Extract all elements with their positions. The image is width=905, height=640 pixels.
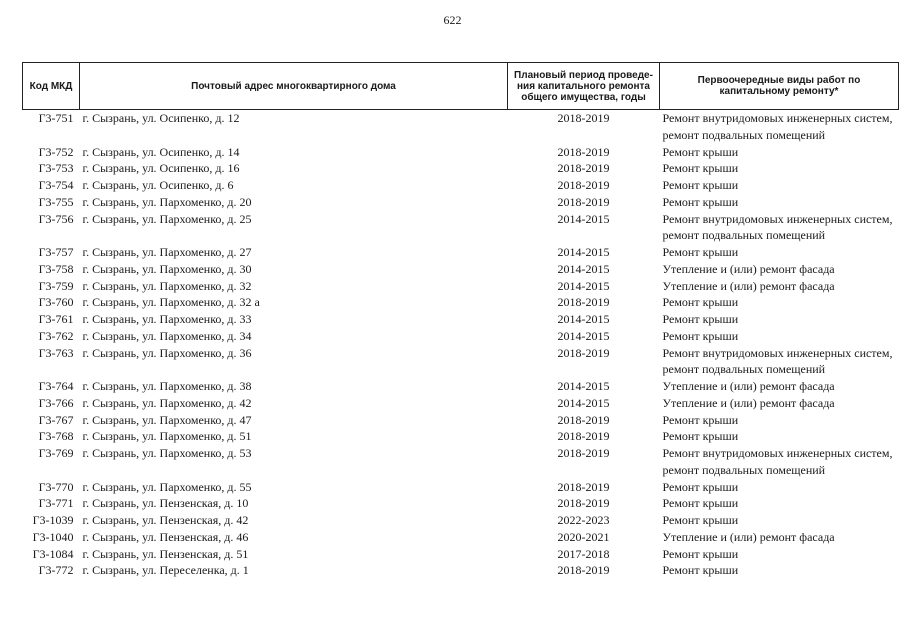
row-work-line: Ремонт крыши xyxy=(662,412,739,427)
row-work xyxy=(660,311,899,328)
row-code: Г3-766 xyxy=(38,395,74,410)
row-period: 2014-2015 xyxy=(557,211,610,226)
row-period: 2014-2015 xyxy=(557,278,610,293)
row-address: г. Сызрань, ул. Пензенская, д. 51 xyxy=(82,546,249,561)
row-address: г. Сызрань, ул. Пархоменко, д. 20 xyxy=(82,194,252,209)
row-code: Г3-770 xyxy=(38,479,74,494)
table-row xyxy=(23,395,899,412)
row-work xyxy=(660,495,899,512)
row-address: г. Сызрань, ул. Переселенка, д. 1 xyxy=(82,563,249,578)
row-address: г. Сызрань, ул. Пархоменко, д. 42 xyxy=(82,395,252,410)
row-code: Г3-756 xyxy=(38,211,74,226)
row-work-line: Ремонт внутридомовых инженерных систем, xyxy=(662,446,893,460)
row-code: Г3-763 xyxy=(38,345,74,360)
row-work xyxy=(660,546,899,563)
table-row xyxy=(23,428,899,445)
row-code: Г3-760 xyxy=(38,295,74,310)
row-address: г. Сызрань, ул. Пархоменко, д. 32 xyxy=(82,278,252,293)
row-period: 2018-2019 xyxy=(557,194,610,209)
table-row xyxy=(23,194,899,211)
table-row xyxy=(23,177,899,194)
row-period: 2018-2019 xyxy=(557,412,610,427)
table-row xyxy=(23,160,899,177)
row-work-line: Утепление и (или) ремонт фасада xyxy=(662,379,835,393)
row-work-line: Ремонт крыши xyxy=(662,328,739,343)
row-work-line: Ремонт внутридомовых инженерных систем, xyxy=(662,211,893,226)
row-work xyxy=(660,378,899,395)
header-code: Код МКД xyxy=(23,63,80,110)
row-code: Г3-751 xyxy=(38,111,74,125)
row-work-line: Ремонт крыши xyxy=(662,144,739,159)
row-work-line: Ремонт крыши xyxy=(662,295,739,310)
row-code: Г3-761 xyxy=(38,312,74,326)
table-row xyxy=(23,144,899,161)
table-row xyxy=(23,244,899,261)
row-code: Г3-754 xyxy=(38,178,74,192)
row-work-line: ремонт подвальных помещений xyxy=(662,127,826,142)
row-work-line: ремонт подвальных помещений xyxy=(662,462,826,477)
row-period: 2018-2019 xyxy=(557,429,610,444)
row-code: Г3-1039 xyxy=(32,513,74,527)
row-code: Г3-755 xyxy=(38,194,74,209)
row-work-line: Утепление и (или) ремонт фасада xyxy=(662,261,835,276)
row-work xyxy=(660,211,899,245)
table-row xyxy=(23,412,899,429)
table-row xyxy=(23,378,899,395)
row-work xyxy=(660,278,899,295)
row-work xyxy=(660,395,899,412)
table-row xyxy=(23,495,899,512)
row-work-line: ремонт подвальных помещений xyxy=(662,228,826,243)
row-work xyxy=(660,412,899,429)
row-period: 2014-2015 xyxy=(557,395,610,410)
table-row xyxy=(23,294,899,311)
row-period: 2018-2019 xyxy=(557,496,610,511)
row-work-line: Ремонт крыши xyxy=(662,429,739,444)
row-work-line: Утепление и (или) ремонт фасада xyxy=(662,395,835,410)
header-period: Плановый период проведе-ния капитального ремонта общего имущества, годы xyxy=(508,63,660,110)
row-work-line: Ремонт крыши xyxy=(662,479,739,494)
row-address: г. Сызрань, ул. Пархоменко, д. 33 xyxy=(82,312,252,326)
row-work xyxy=(660,529,899,546)
row-work-line: Ремонт крыши xyxy=(662,312,739,326)
row-code: Г3-752 xyxy=(38,144,74,159)
row-address: г. Сызрань, ул. Пархоменко, д. 34 xyxy=(82,328,252,343)
table-row xyxy=(23,211,899,245)
table-row xyxy=(23,445,899,479)
row-work-line: Ремонт крыши xyxy=(662,178,739,192)
row-period: 2018-2019 xyxy=(557,479,610,494)
row-address: г. Сызрань, ул. Пархоменко, д. 38 xyxy=(82,379,252,393)
table-row xyxy=(23,479,899,496)
row-code: Г3-769 xyxy=(38,446,74,460)
row-address: г. Сызрань, ул. Пархоменко, д. 55 xyxy=(82,479,252,494)
row-period: 2018-2019 xyxy=(557,295,610,310)
row-period: 2022-2023 xyxy=(557,513,610,527)
row-work xyxy=(660,479,899,496)
header-address: Почтовый адрес многоквартирного дома xyxy=(80,63,508,110)
row-period: 2018-2019 xyxy=(557,446,610,460)
row-address: г. Сызрань, ул. Осипенко, д. 12 xyxy=(82,111,240,125)
table-row xyxy=(23,512,899,529)
row-code: Г3-758 xyxy=(38,261,74,276)
row-address: г. Сызрань, ул. Пархоменко, д. 53 xyxy=(82,446,252,460)
row-period: 2014-2015 xyxy=(557,245,610,259)
row-address: г. Сызрань, ул. Пензенская, д. 46 xyxy=(82,529,249,544)
row-address: г. Сызрань, ул. Пензенская, д. 42 xyxy=(82,513,249,527)
row-period: 2018-2019 xyxy=(557,178,610,192)
table-body xyxy=(23,110,899,580)
row-work xyxy=(660,110,899,144)
page-number: 622 xyxy=(443,13,462,27)
row-address: г. Сызрань, ул. Осипенко, д. 6 xyxy=(82,178,234,192)
row-code: Г3-757 xyxy=(38,245,74,259)
table-row xyxy=(23,328,899,345)
row-address: г. Сызрань, ул. Осипенко, д. 14 xyxy=(82,144,240,159)
row-address: г. Сызрань, ул. Пархоменко, д. 47 xyxy=(82,412,252,427)
row-period: 2018-2019 xyxy=(557,345,610,360)
row-address: г. Сызрань, ул. Пархоменко, д. 36 xyxy=(82,345,252,360)
row-work xyxy=(660,177,899,194)
row-code: Г3-771 xyxy=(38,496,74,511)
table-row xyxy=(23,311,899,328)
row-code: Г3-764 xyxy=(38,379,74,393)
table-row xyxy=(23,261,899,278)
row-address: г. Сызрань, ул. Осипенко, д. 16 xyxy=(82,161,240,176)
row-work xyxy=(660,261,899,278)
row-period: 2018-2019 xyxy=(557,161,610,176)
row-address: г. Сызрань, ул. Пензенская, д. 10 xyxy=(82,496,249,511)
row-work-line: Ремонт крыши xyxy=(662,161,739,176)
table-row xyxy=(23,345,899,379)
row-work xyxy=(660,445,899,479)
row-period: 2018-2019 xyxy=(557,144,610,159)
row-code: Г3-768 xyxy=(38,429,74,444)
row-code: Г3-753 xyxy=(38,161,74,176)
row-work xyxy=(660,562,899,579)
row-work-line: Ремонт крыши xyxy=(662,563,739,578)
table-row xyxy=(23,110,899,144)
row-work-line: Ремонт крыши xyxy=(662,245,739,259)
row-address: г. Сызрань, ул. Пархоменко, д. 30 xyxy=(82,261,252,276)
table-row xyxy=(23,546,899,563)
table-row xyxy=(23,562,899,579)
row-address: г. Сызрань, ул. Пархоменко, д. 25 xyxy=(82,211,252,226)
row-period: 2014-2015 xyxy=(557,261,610,276)
row-code: Г3-759 xyxy=(38,278,74,293)
row-work-line: Ремонт крыши xyxy=(662,496,739,511)
table-row xyxy=(23,278,899,295)
table-row xyxy=(23,529,899,546)
row-work xyxy=(660,244,899,261)
row-work xyxy=(660,428,899,445)
row-period: 2014-2015 xyxy=(557,328,610,343)
row-code: Г3-767 xyxy=(38,412,74,427)
table-header-row xyxy=(23,63,899,110)
row-work xyxy=(660,512,899,529)
row-period: 2017-2018 xyxy=(557,546,610,561)
row-address: г. Сызрань, ул. Пархоменко, д. 51 xyxy=(82,429,252,444)
row-work xyxy=(660,194,899,211)
row-code: Г3-1040 xyxy=(32,529,74,544)
row-work-line: Ремонт внутридомовых инженерных систем, xyxy=(662,345,893,360)
row-period: 2014-2015 xyxy=(557,312,610,326)
row-code: Г3-762 xyxy=(38,328,74,343)
row-work-line: Ремонт крыши xyxy=(662,546,739,561)
row-address: г. Сызрань, ул. Пархоменко, д. 27 xyxy=(82,245,252,259)
row-work-line: Ремонт крыши xyxy=(662,513,739,527)
row-work xyxy=(660,144,899,161)
row-work xyxy=(660,294,899,311)
row-work-line: ремонт подвальных помещений xyxy=(662,362,826,377)
row-code: Г3-772 xyxy=(38,563,74,578)
row-period: 2014-2015 xyxy=(557,379,610,393)
row-period: 2018-2019 xyxy=(557,563,610,578)
row-work-line: Утепление и (или) ремонт фасада xyxy=(662,529,835,544)
row-code: Г3-1084 xyxy=(32,546,74,561)
repair-schedule-table xyxy=(22,62,899,579)
row-work xyxy=(660,328,899,345)
row-work-line: Ремонт внутридомовых инженерных систем, xyxy=(662,111,893,125)
row-work xyxy=(660,160,899,177)
header-work: Первоочередные виды работ по капитальному ремонту* xyxy=(660,63,899,110)
row-work-line: Ремонт крыши xyxy=(662,194,739,209)
row-period: 2020-2021 xyxy=(557,529,610,544)
row-work-line: Утепление и (или) ремонт фасада xyxy=(662,278,835,293)
row-work xyxy=(660,345,899,379)
row-address: г. Сызрань, ул. Пархоменко, д. 32 а xyxy=(82,295,260,310)
row-period: 2018-2019 xyxy=(557,111,610,125)
